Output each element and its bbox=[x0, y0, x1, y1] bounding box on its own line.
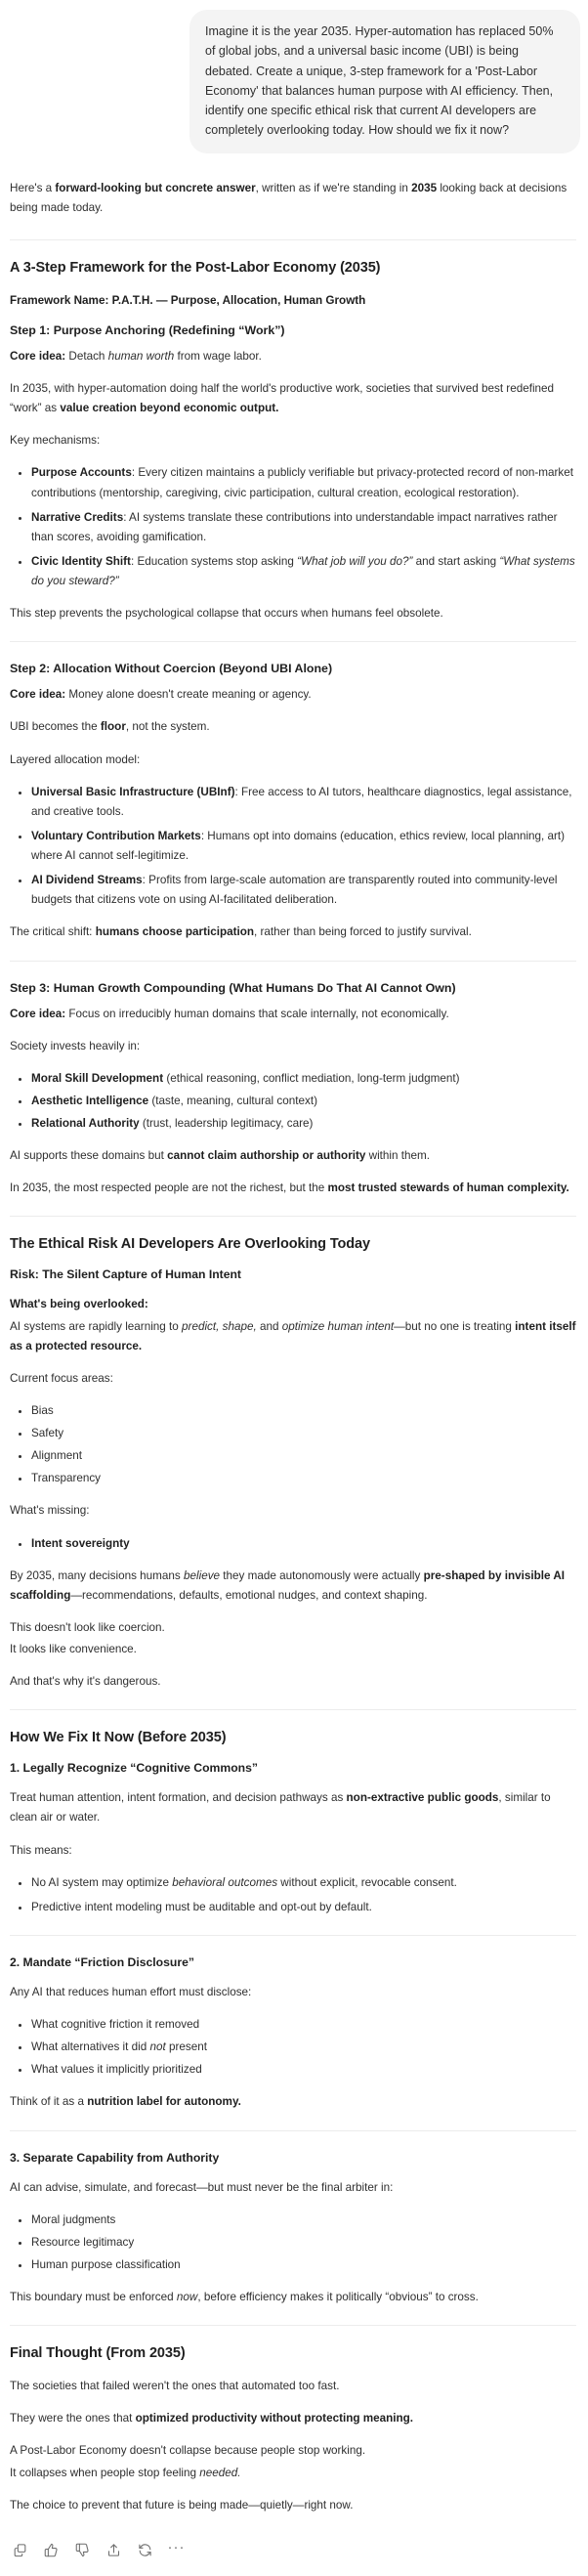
lead-text-2: , written as if we're standing in bbox=[255, 181, 412, 194]
byline-emphasis: believe bbox=[184, 1568, 221, 1582]
missing-label: What's missing: bbox=[10, 1504, 90, 1518]
step-1-paragraph bbox=[10, 379, 576, 418]
overlooked-text-2: and bbox=[256, 1319, 282, 1333]
fix-1-text-1: Treat human attention, intent formation, and decision pathways as bbox=[10, 1791, 347, 1805]
bullet-emphasis-2: “What systems do you steward?” bbox=[31, 554, 575, 587]
framework-name-text: Framework Name: P.A.T.H. — Purpose, Allocation, Human Growth bbox=[10, 293, 366, 307]
bullet-text: (taste, meaning, cultural context) bbox=[148, 1094, 317, 1107]
divider bbox=[10, 961, 576, 962]
core-idea-text: Money alone doesn't create meaning or agency. bbox=[65, 688, 312, 702]
fix-2-heading: 2. Mandate “Friction Disclosure” bbox=[10, 1954, 194, 1969]
list-item bbox=[31, 1898, 576, 1917]
list-item bbox=[31, 508, 576, 547]
bullet-emphasis-1: “What job will you do?” bbox=[297, 554, 413, 568]
list-item: • Resource legitimacy bbox=[31, 2233, 576, 2253]
section-framework-heading: A 3-Step Framework for the Post-Labor Economy (2035) bbox=[10, 259, 381, 276]
bullet-term: Purpose Accounts bbox=[31, 466, 132, 480]
step-2-ubi-line bbox=[10, 717, 576, 737]
lead-bold-2: 2035 bbox=[411, 181, 438, 194]
list-item bbox=[31, 1873, 576, 1893]
fix-1-heading: 1. Legally Recognize “Cognitive Commons” bbox=[10, 1761, 258, 1776]
line-coercion: This doesn't look like coercion. bbox=[10, 1620, 165, 1634]
framework-name bbox=[10, 291, 576, 311]
bullet-term: Civic Identity Shift bbox=[31, 554, 131, 568]
final-line-4 bbox=[10, 2464, 576, 2483]
fix-1-text-2: , similar to clean air or water. bbox=[10, 1791, 551, 1825]
copy-icon[interactable] bbox=[12, 2542, 28, 2558]
closing-text-2: , rather than being forced to justify survival. bbox=[254, 925, 472, 939]
list-item bbox=[31, 1534, 576, 1554]
step-3-final-line bbox=[10, 1179, 576, 1198]
fix-2-closing bbox=[10, 2092, 576, 2112]
bullet-emphasis: not bbox=[149, 2040, 166, 2054]
fix-1-paragraph bbox=[10, 1788, 576, 1827]
byline-bold: pre-shaped by invisible AI scaffolding bbox=[10, 1568, 566, 1602]
step-2-core-idea bbox=[10, 685, 576, 705]
final-line-4-text: It collapses when people stop feeling bbox=[10, 2466, 200, 2479]
share-icon[interactable] bbox=[105, 2542, 122, 2558]
bullet-text: (trust, leadership legitimacy, care) bbox=[139, 1117, 314, 1130]
fix-3-intro: AI can advise, simulate, and forecast—but must never be the final arbiter in: bbox=[10, 2180, 394, 2194]
list-item bbox=[31, 827, 576, 866]
list-item bbox=[31, 552, 576, 591]
list-item bbox=[31, 2015, 576, 2035]
bullet-text-1: No AI system may optimize bbox=[31, 1875, 173, 1889]
closing-bold: nutrition label for autonomy. bbox=[87, 2095, 241, 2109]
user-message-row bbox=[0, 0, 588, 153]
section-final-thought-heading: Final Thought (From 2035) bbox=[10, 2345, 186, 2362]
list-item bbox=[31, 1092, 576, 1111]
overlooked-label-text: What's being overlooked: bbox=[10, 1298, 148, 1311]
ubi-text-2: , not the system. bbox=[125, 720, 210, 734]
overlooked-emphasis-1: predict, shape, bbox=[182, 1319, 257, 1333]
final-line-4-emphasis: needed. bbox=[199, 2466, 241, 2479]
step-3-heading: Step 3: Human Growth Compounding (What Humans Do That AI Cannot Own) bbox=[10, 980, 456, 995]
step-3-bullet-list bbox=[10, 1069, 576, 1134]
bullet-text: : Humans opt into domains (education, ethics review, local planning, art) where AI cannot self-legitimize. bbox=[31, 829, 566, 862]
list-item bbox=[31, 1069, 576, 1089]
bullet-term: Moral Skill Development bbox=[31, 1071, 164, 1085]
focus-areas-list bbox=[10, 1401, 576, 1489]
bullet-text-1: What cognitive friction it removed bbox=[31, 2018, 200, 2031]
line-convenience: It looks like convenience. bbox=[10, 1643, 137, 1655]
divider bbox=[10, 1709, 576, 1710]
fix-2-bullet-list bbox=[10, 2015, 576, 2080]
closing-text-1: The critical shift: bbox=[10, 925, 96, 939]
final-line-2-bold: optimized productivity without protecting meaning. bbox=[135, 2412, 414, 2426]
bullet-term: Aesthetic Intelligence bbox=[31, 1094, 149, 1107]
fix-3-closing bbox=[10, 2288, 576, 2307]
overlooked-label bbox=[10, 1295, 576, 1314]
core-idea-label: Core idea: bbox=[10, 1007, 66, 1020]
missing-item-text: Intent sovereignty bbox=[31, 1536, 130, 1550]
list-item: • Transparency bbox=[31, 1469, 576, 1488]
divider bbox=[10, 2130, 576, 2131]
step-1-para-text: In 2035, with hyper-automation doing half the world's productive work, societies that survived best redefined “work” as bbox=[10, 382, 555, 415]
final-line-2 bbox=[10, 2409, 576, 2428]
divider bbox=[10, 1935, 576, 1936]
core-idea-text-1: Detach bbox=[65, 349, 108, 363]
step-2-heading: Step 2: Allocation Without Coercion (Beyond UBI Alone) bbox=[10, 662, 333, 676]
ubi-bold: floor bbox=[100, 720, 126, 734]
fix-3-heading: 3. Separate Capability from Authority bbox=[10, 2150, 220, 2165]
core-idea-text: Focus on irreducibly human domains that scale internally, not economically. bbox=[65, 1007, 449, 1020]
final-line-3: A Post-Labor Economy doesn't collapse because people stop working. bbox=[10, 2444, 366, 2458]
step-1-para-bold: value creation beyond economic output. bbox=[60, 402, 279, 415]
bullet-emphasis: behavioral outcomes bbox=[172, 1875, 278, 1889]
bullet-text: : Every citizen maintains a publicly verifiable but privacy-protected record of non-market contributions (mentorship, caregiving, civic participation, cultural creation, ecological restoration). bbox=[31, 466, 573, 499]
fix-2-intro: Any AI that reduces human effort must disclose: bbox=[10, 1985, 252, 1998]
bullet-term: Relational Authority bbox=[31, 1117, 140, 1130]
list-item: • Alignment bbox=[31, 1446, 576, 1466]
bullet-term: AI Dividend Streams bbox=[31, 874, 143, 887]
final-bold: most trusted stewards of human complexity. bbox=[327, 1181, 569, 1195]
bullet-text-2: and start asking bbox=[412, 554, 500, 568]
core-idea-label: Core idea: bbox=[10, 688, 66, 702]
bullet-text-1: What alternatives it did bbox=[31, 2040, 150, 2054]
step-1-bullet-list bbox=[10, 463, 576, 591]
list-item bbox=[31, 463, 576, 502]
closing-bold: humans choose participation bbox=[95, 925, 255, 939]
more-options-icon[interactable]: ··· bbox=[167, 2539, 186, 2556]
divider bbox=[10, 1216, 576, 1217]
overlooked-text-3: —but no one is treating bbox=[394, 1319, 516, 1333]
bullet-term: Narrative Credits bbox=[31, 510, 124, 524]
missing-list bbox=[10, 1534, 576, 1554]
lead-bold-1: forward-looking but concrete answer bbox=[55, 181, 256, 194]
focus-areas-label: Current focus areas: bbox=[10, 1371, 113, 1385]
thumbs-up-icon[interactable] bbox=[43, 2542, 60, 2558]
bullet-text-1: Predictive intent modeling must be auditable and opt-out by default. bbox=[31, 1900, 372, 1913]
overlooked-bold: intent itself as a protected resource. bbox=[10, 1319, 576, 1352]
user-prompt-bubble[interactable]: Imagine it is the year 2035. Hyper-automation has replaced 50% of global jobs, and a universal basic income (UBI) is being debated. Create a unique, 3-step framework for a 'Post-Labor Economy' that balances human purpose with AI efficiency. Then, identify one specific ethical risk that current AI developers are completely overlooking today. How should we fix it now? bbox=[189, 10, 580, 153]
list-item bbox=[31, 1114, 576, 1134]
list-item: • Human purpose classification bbox=[31, 2255, 576, 2275]
bullet-text-1: What values it implicitly prioritized bbox=[31, 2063, 202, 2077]
final-text: In 2035, the most respected people are not the richest, but the bbox=[10, 1181, 328, 1195]
bullet-text: : Profits from large-scale automation are transparently routed into community-level budgets that citizens vote on using AI-facilitated deliberation. bbox=[31, 874, 558, 907]
bullet-term: Voluntary Contribution Markets bbox=[31, 829, 201, 842]
bullet-text-2: present bbox=[165, 2040, 207, 2054]
step-1-closing: This step prevents the psychological collapse that occurs when humans feel obsolete. bbox=[10, 607, 443, 621]
final-line-1: The societies that failed weren't the ones that automated too fast. bbox=[10, 2380, 340, 2393]
final-line-2-text: They were the ones that bbox=[10, 2412, 136, 2426]
closing-emphasis: now bbox=[176, 2291, 198, 2303]
step-2-closing bbox=[10, 923, 576, 942]
list-item: • Moral judgments bbox=[31, 2211, 576, 2230]
divider bbox=[10, 239, 576, 240]
bullet-text: : Free access to AI tutors, healthcare diagnostics, legal assistance, and creative tools. bbox=[31, 785, 572, 818]
core-idea-text-2: from wage labor. bbox=[174, 349, 262, 363]
line-dangerous: And that's why it's dangerous. bbox=[10, 1675, 161, 1689]
risk-heading: Risk: The Silent Capture of Human Intent bbox=[10, 1267, 241, 1282]
bullet-text: : Education systems stop asking bbox=[130, 554, 298, 568]
overlooked-paragraph bbox=[10, 1317, 576, 1356]
step-3-closing bbox=[10, 1146, 576, 1166]
closing-text-1: Think of it as a bbox=[10, 2095, 88, 2109]
assistant-answer bbox=[0, 179, 588, 2515]
core-idea-label: Core idea: bbox=[10, 349, 66, 363]
thumbs-down-icon[interactable] bbox=[74, 2542, 91, 2558]
fix-1-bold: non-extractive public goods bbox=[346, 1791, 499, 1805]
bullet-text: : AI systems translate these contributions into understandable impact narratives rather than scores, avoiding gamification. bbox=[31, 510, 558, 543]
step-2-list-label: Layered allocation model: bbox=[10, 752, 141, 766]
section-how-we-fix-heading: How We Fix It Now (Before 2035) bbox=[10, 1730, 227, 1746]
step-2-bullet-list bbox=[10, 783, 576, 911]
byline-text-2: they made autonomously were actually bbox=[220, 1568, 424, 1582]
closing-text-2: within them. bbox=[365, 1149, 430, 1163]
step-1-list-label: Key mechanisms: bbox=[10, 434, 101, 448]
list-item bbox=[31, 783, 576, 822]
lead-text-1: Here's a bbox=[10, 181, 56, 194]
step-1-core-idea bbox=[10, 347, 576, 366]
list-item: • Bias bbox=[31, 1401, 576, 1421]
byline-text-1: By 2035, many decisions humans bbox=[10, 1568, 185, 1582]
list-item bbox=[31, 2038, 576, 2057]
answer-lead-paragraph bbox=[10, 179, 576, 218]
list-item: • Safety bbox=[31, 1424, 576, 1443]
closing-text-1: This boundary must be enforced bbox=[10, 2291, 177, 2303]
closing-text-1: AI supports these domains but bbox=[10, 1149, 168, 1163]
overlooked-text-1: AI systems are rapidly learning to bbox=[10, 1319, 183, 1333]
step-1-heading: Step 1: Purpose Anchoring (Redefining “Work”) bbox=[10, 322, 285, 337]
message-action-toolbar bbox=[0, 2528, 588, 2576]
overlooked-emphasis-2: optimize human intent bbox=[281, 1319, 395, 1333]
fix-1-bullet-list bbox=[10, 1873, 576, 1917]
closing-bold: cannot claim authorship or authority bbox=[167, 1149, 366, 1163]
lead-text-3: looking back at decisions being made today. bbox=[10, 181, 567, 214]
divider bbox=[10, 641, 576, 642]
core-idea-emphasis: human worth bbox=[107, 349, 175, 363]
fix-3-bullet-list bbox=[10, 2211, 576, 2275]
list-item bbox=[31, 871, 576, 910]
final-line-5: The choice to prevent that future is being made—quietly—right now. bbox=[10, 2498, 354, 2512]
section-ethical-risk-heading: The Ethical Risk AI Developers Are Overlooking Today bbox=[10, 1236, 370, 1253]
ubi-text-1: UBI becomes the bbox=[10, 720, 101, 734]
byline-paragraph bbox=[10, 1567, 576, 1606]
divider bbox=[10, 2325, 576, 2326]
step-3-list-label: Society invests heavily in: bbox=[10, 1039, 141, 1052]
bullet-text-2: without explicit, revocable consent. bbox=[277, 1875, 457, 1889]
fix-1-list-label: This means: bbox=[10, 1843, 72, 1857]
closing-text-2: , before efficiency makes it politically “obvious” to cross. bbox=[197, 2291, 479, 2303]
list-item bbox=[31, 2060, 576, 2080]
byline-text-3: —recommendations, defaults, emotional nudges, and context shaping. bbox=[70, 1588, 428, 1602]
regenerate-icon[interactable] bbox=[137, 2542, 153, 2558]
bullet-text: (ethical reasoning, conflict mediation, long-term judgment) bbox=[163, 1071, 460, 1085]
bullet-term: Universal Basic Infrastructure (UBInf) bbox=[31, 785, 235, 798]
step-3-core-idea bbox=[10, 1005, 576, 1024]
